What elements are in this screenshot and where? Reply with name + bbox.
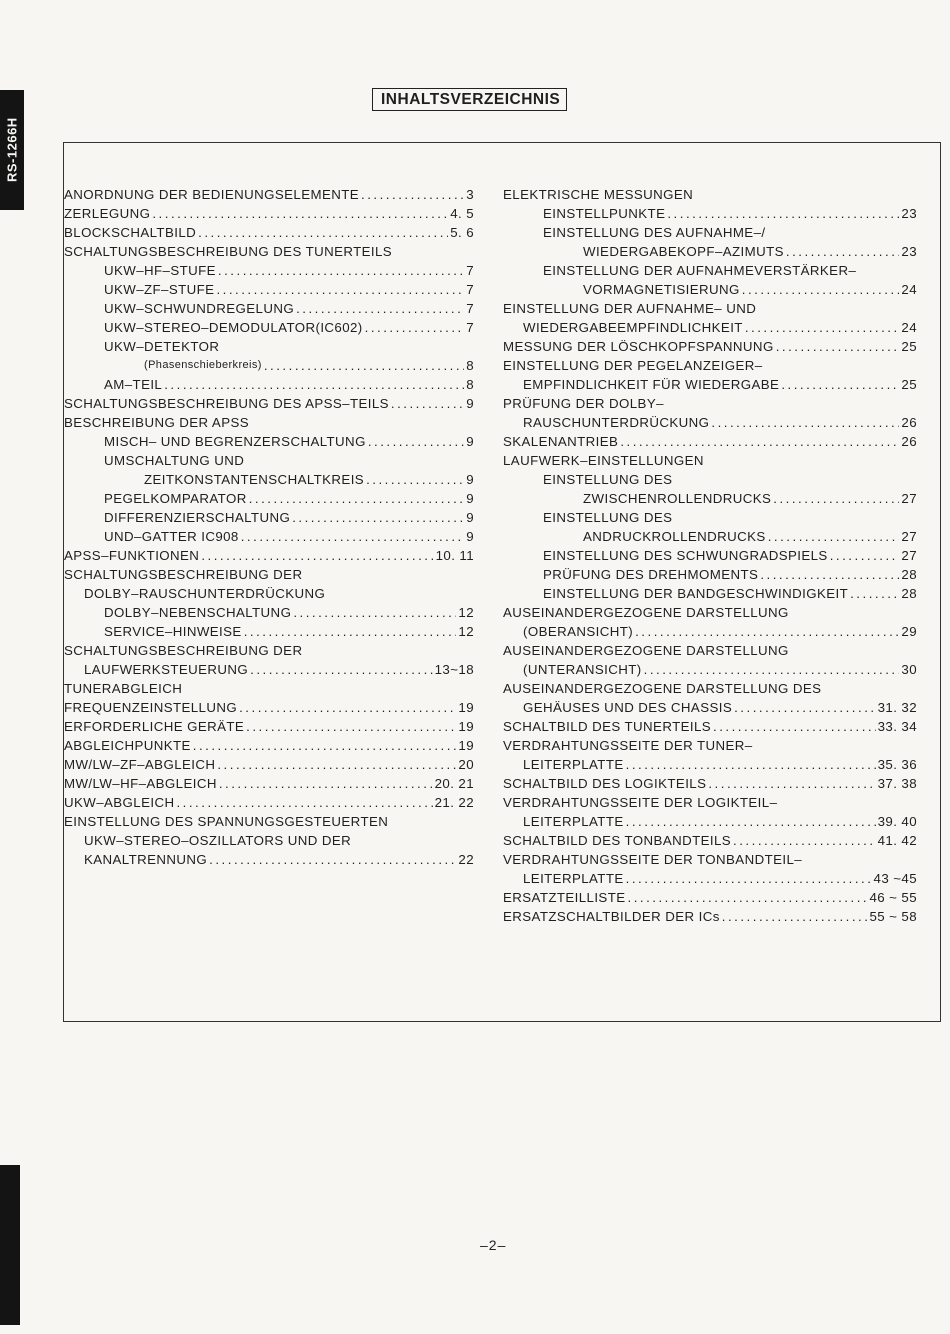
dot-leader: [214, 280, 464, 299]
dot-leader: [262, 356, 464, 375]
toc-entry-page: 8: [466, 358, 474, 373]
dot-leader: [784, 242, 900, 261]
toc-entry-page: 7: [466, 301, 474, 316]
toc-entry-title: SERVICE–HINWEISE: [104, 624, 242, 639]
dot-leader: [207, 850, 456, 869]
toc-entry-title: SCHALTUNGSBESCHREIBUNG DER: [64, 643, 303, 658]
toc-entry-page: 10. 11: [435, 548, 474, 563]
toc-entry-page: 7: [466, 282, 474, 297]
toc-entry: [503, 907, 917, 926]
dot-leader: [624, 869, 872, 888]
toc-entry: [503, 375, 917, 394]
dot-leader: [389, 394, 464, 413]
toc-entry-title: APSS–FUNKTIONEN: [64, 548, 200, 563]
toc-entry-title: ERSATZSCHALTBILDER DER ICs: [503, 909, 720, 924]
toc-entry: [503, 223, 917, 242]
toc-entry-title: UKW–HF–STUFE: [104, 263, 216, 278]
dot-leader: [758, 565, 899, 584]
toc-entry-page: 24: [901, 282, 917, 297]
toc-entry-page: 9: [466, 396, 474, 411]
toc-entry-page: 27: [901, 548, 917, 563]
toc-entry-title: EINSTELLUNG DER BANDGESCHWINDIGKEIT: [543, 586, 849, 601]
toc-entry: [64, 223, 474, 242]
toc-entry-page: 26: [901, 415, 917, 430]
header: [372, 88, 567, 111]
toc-entry: [503, 584, 917, 603]
toc-entry: [64, 261, 474, 280]
toc-entry: [64, 565, 474, 584]
dot-leader: [359, 185, 464, 204]
dot-leader: [711, 717, 876, 736]
toc-entry-title: BLOCKSCHALTBILD: [64, 225, 197, 240]
toc-entry-title: AUSEINANDERGEZOGENE DARSTELLUNG DES: [503, 681, 822, 696]
toc-entry: [64, 470, 474, 489]
toc-entry-page: 30: [901, 662, 917, 677]
toc-entry: [64, 546, 474, 565]
toc-entry: [64, 337, 474, 356]
page-number: –2–: [480, 1237, 507, 1253]
toc-entry: [64, 318, 474, 337]
toc-entry: [503, 717, 917, 736]
toc-entry-title: GEHÄUSES UND DES CHASSIS: [523, 700, 733, 715]
toc-entry-page: 55 ~ 58: [869, 909, 917, 924]
dot-leader: [624, 755, 876, 774]
toc-entry-title: ZEITKONSTANTENSCHALTKREIS: [144, 472, 365, 487]
toc-entry-title: BESCHREIBUNG DER APSS: [64, 415, 249, 430]
toc-entry: [503, 565, 917, 584]
toc-entry-title: (Phasenschieberkreis): [144, 359, 262, 371]
dot-leader: [731, 831, 876, 850]
toc-entry: [503, 318, 917, 337]
toc-entry-page: 33. 34: [877, 719, 917, 734]
toc-entry: [64, 280, 474, 299]
toc-entry-title: EINSTELLUNG DES SCHWUNGRADSPIELS: [543, 548, 828, 563]
toc-entry: [64, 584, 474, 603]
toc-entry-page: 20: [458, 757, 474, 772]
toc-entry-page: 4. 5: [450, 206, 474, 221]
dot-leader: [239, 527, 464, 546]
toc-entry: [64, 679, 474, 698]
toc-entry-page: 9: [466, 491, 474, 506]
toc-entry: [64, 831, 474, 850]
dot-leader: [162, 375, 464, 394]
toc-entry: [503, 242, 917, 261]
toc-entry-page: 8: [466, 377, 474, 392]
binding-mark: [0, 1165, 20, 1325]
toc-entry-title: UKW–DETEKTOR: [104, 339, 220, 354]
toc-entry-page: 5. 6: [450, 225, 474, 240]
toc-entry-page: 28: [901, 586, 917, 601]
toc-entry: [503, 527, 917, 546]
dot-leader: [217, 774, 433, 793]
toc-right-column: [503, 185, 917, 926]
toc-entry: [503, 641, 917, 660]
toc-entry-title: EINSTELLUNG DES AUFNAHME–/: [543, 225, 766, 240]
toc-entry: [503, 489, 917, 508]
toc-entry-title: MESSUNG DER LÖSCHKOPFSPANNUNG: [503, 339, 774, 354]
toc-entry: [64, 204, 474, 223]
dot-leader: [294, 299, 464, 318]
toc-entry: [64, 717, 474, 736]
toc-entry: [64, 432, 474, 451]
toc-entry-title: VERDRAHTUNGSSEITE DER TUNER–: [503, 738, 753, 753]
dot-leader: [247, 489, 465, 508]
toc-entry-page: 31. 32: [877, 700, 917, 715]
toc-entry-title: SCHALTUNGSBESCHREIBUNG DES TUNERTEILS: [64, 244, 393, 259]
toc-entry-title: UKW–STEREO–OSZILLATORS UND DER: [84, 833, 352, 848]
toc-entry: [64, 451, 474, 470]
toc-entry-page: 29: [901, 624, 917, 639]
toc-entry-page: 26: [901, 434, 917, 449]
toc-entry: [64, 850, 474, 869]
toc-entry: [503, 299, 917, 318]
dot-leader: [291, 603, 456, 622]
toc-entry-page: 27: [901, 491, 917, 506]
dot-leader: [771, 489, 899, 508]
toc-entry: [64, 812, 474, 831]
dot-leader: [740, 280, 900, 299]
toc-entry: [503, 622, 917, 641]
dot-leader: [633, 622, 899, 641]
toc-entry-title: PRÜFUNG DER DOLBY–: [503, 396, 664, 411]
toc-entry-page: 7: [466, 263, 474, 278]
toc-entry-title: PEGELKOMPARATOR: [104, 491, 247, 506]
dot-leader: [363, 318, 465, 337]
toc-entry: [64, 622, 474, 641]
toc-entry: [64, 375, 474, 394]
toc-entry: [64, 755, 474, 774]
toc-entry-title: LAUFWERK–EINSTELLUNGEN: [503, 453, 704, 468]
toc-entry-title: EMPFINDLICHKEIT FÜR WIEDERGABE: [523, 377, 780, 392]
toc-entry-page: 7: [466, 320, 474, 335]
toc-entry-title: LAUFWERKSTEUERUNG: [84, 662, 249, 677]
toc-entry: [64, 698, 474, 717]
toc-entry: [503, 812, 917, 831]
dot-leader: [743, 318, 900, 337]
toc-entry-page: 3: [466, 187, 474, 202]
toc-entry-page: 9: [466, 529, 474, 544]
toc-entry-page: 28: [901, 567, 917, 582]
toc-entry: [503, 831, 917, 850]
toc-entry: [503, 888, 917, 907]
toc-entry-title: DOLBY–RAUSCHUNTERDRÜCKUNG: [84, 586, 326, 601]
toc-entry-title: SKALENANTRIEB: [503, 434, 619, 449]
toc-entry-page: 39. 40: [877, 814, 917, 829]
toc-entry: [503, 774, 917, 793]
toc-entry: [64, 185, 474, 204]
toc-entry-title: ZWISCHENROLLENDRUCKS: [583, 491, 772, 506]
dot-leader: [624, 812, 876, 831]
toc-entry-title: DOLBY–NEBENSCHALTUNG: [104, 605, 292, 620]
toc-entry: [503, 508, 917, 527]
dot-leader: [196, 223, 448, 242]
toc-entry: [503, 280, 917, 299]
dot-leader: [774, 337, 900, 356]
toc-entry-page: 12: [458, 605, 474, 620]
dot-leader: [237, 698, 456, 717]
toc-entry-title: EINSTELLUNG DES SPANNUNGSGESTEUERTEN: [64, 814, 389, 829]
toc-entry-page: 41. 42: [877, 833, 917, 848]
model-side-label: RS-1266H: [0, 90, 24, 210]
toc-entry-title: UND–GATTER IC908: [104, 529, 239, 544]
toc-entry-page: 46 ~ 55: [869, 890, 917, 905]
toc-entry-page: 9: [466, 510, 474, 525]
toc-entry-title: VERDRAHTUNGSSEITE DER TONBANDTEIL–: [503, 852, 803, 867]
toc-entry: [503, 337, 917, 356]
toc-entry-page: 27: [901, 529, 917, 544]
toc-entry-title: WIEDERGABEKOPF–AZIMUTS: [583, 244, 784, 259]
toc-entry: [503, 679, 917, 698]
toc-entry: [503, 204, 917, 223]
toc-entry-title: ANORDNUNG DER BEDIENUNGSELEMENTE: [64, 187, 360, 202]
toc-entry: [64, 793, 474, 812]
dot-leader: [216, 261, 464, 280]
toc-entry-page: 25: [901, 339, 917, 354]
toc-entry-page: 35. 36: [877, 757, 917, 772]
dot-leader: [618, 432, 899, 451]
toc-entry-title: SCHALTBILD DES TUNERTEILS: [503, 719, 712, 734]
toc-entry: [503, 470, 917, 489]
toc-entry-title: UKW–ABGLEICH: [64, 795, 175, 810]
toc-entry: [64, 736, 474, 755]
toc-entry-title: FREQUENZEINSTELLUNG: [64, 700, 238, 715]
toc-entry: [64, 660, 474, 679]
toc-entry: [64, 394, 474, 413]
toc-entry: [503, 698, 917, 717]
dot-leader: [665, 204, 899, 223]
toc-entry: [64, 641, 474, 660]
toc-entry: [64, 299, 474, 318]
toc-entry: [64, 774, 474, 793]
toc-entry-title: EINSTELLPUNKTE: [543, 206, 666, 221]
toc-entry-title: LEITERPLATTE: [523, 871, 624, 886]
toc-entry: [503, 736, 917, 755]
toc-entry-page: 19: [458, 719, 474, 734]
toc-entry: [503, 185, 917, 204]
toc-entry: [503, 432, 917, 451]
toc-entry-title: EINSTELLUNG DES: [543, 472, 673, 487]
toc-entry: [503, 546, 917, 565]
toc-entry-title: ANDRUCKROLLENDRUCKS: [583, 529, 766, 544]
toc-entry: [503, 850, 917, 869]
dot-leader: [779, 375, 899, 394]
dot-leader: [766, 527, 900, 546]
toc-entry-title: PRÜFUNG DES DREHMOMENTS: [543, 567, 759, 582]
toc-entry-title: ELEKTRISCHE MESSUNGEN: [503, 187, 694, 202]
toc-entry: [64, 356, 474, 375]
toc-entry: [503, 793, 917, 812]
toc-entry-title: ZERLEGUNG: [64, 206, 151, 221]
toc-entry-title: KANALTRENNUNG: [84, 852, 208, 867]
toc-entry-page: 43 ~45: [873, 871, 917, 886]
toc-entry-page: 21. 22: [434, 795, 474, 810]
toc-entry: [503, 755, 917, 774]
toc-entry: [64, 508, 474, 527]
toc-entry: [503, 261, 917, 280]
toc-entry: [503, 603, 917, 622]
toc-entry-title: RAUSCHUNTERDRÜCKUNG: [523, 415, 710, 430]
toc-entry-page: 22: [458, 852, 474, 867]
toc-entry-title: DIFFERENZIERSCHALTUNG: [104, 510, 291, 525]
toc-entry-title: EINSTELLUNG DER PEGELANZEIGER–: [503, 358, 763, 373]
toc-entry: [503, 356, 917, 375]
toc-entry-page: 23: [901, 244, 917, 259]
toc-entry-title: TUNERABGLEICH: [64, 681, 183, 696]
toc-entry-page: 9: [466, 434, 474, 449]
toc-entry-page: 37. 38: [877, 776, 917, 791]
toc-entry-title: EINSTELLUNG DER AUFNAHMEVERSTÄRKER–: [543, 263, 857, 278]
toc-entry: [64, 603, 474, 622]
toc-entry-page: 23: [901, 206, 917, 221]
toc-left-column: [64, 185, 474, 869]
toc-entry: [503, 660, 917, 679]
toc-entry-title: VERDRAHTUNGSSEITE DER LOGIKTEIL–: [503, 795, 778, 810]
toc-entry-title: MW/LW–ZF–ABGLEICH: [64, 757, 216, 772]
toc-entry-page: 24: [901, 320, 917, 335]
toc-entry-title: LEITERPLATTE: [523, 814, 624, 829]
toc-entry-title: AUSEINANDERGEZOGENE DARSTELLUNG: [503, 643, 789, 658]
dot-leader: [720, 907, 868, 926]
toc-entry: [503, 413, 917, 432]
dot-leader: [709, 413, 899, 432]
toc-entry-title: SCHALTUNGSBESCHREIBUNG DES APSS–TEILS: [64, 396, 389, 411]
toc-entry-title: MW/LW–HF–ABGLEICH: [64, 776, 217, 791]
toc-entry-title: WIEDERGABEEMPFINDLICHKEIT: [523, 320, 743, 335]
page-title: INHALTSVERZEICHNIS: [372, 88, 567, 111]
toc-entry-title: (OBERANSICHT): [523, 624, 634, 639]
toc-entry-title: AM–TEIL: [104, 377, 163, 392]
toc-entry-title: (UNTERANSICHT): [523, 662, 642, 677]
dot-leader: [242, 622, 457, 641]
dot-leader: [364, 470, 464, 489]
toc-entry: [64, 527, 474, 546]
dot-leader: [366, 432, 464, 451]
dot-leader: [290, 508, 464, 527]
toc-entry-title: VORMAGNETISIERUNG: [583, 282, 740, 297]
toc-entry-page: 20. 21: [434, 776, 474, 791]
toc-entry-page: 25: [901, 377, 917, 392]
dot-leader: [642, 660, 900, 679]
dot-leader: [191, 736, 457, 755]
toc-entry: [503, 394, 917, 413]
toc-entry: [64, 413, 474, 432]
toc-entry-title: SCHALTUNGSBESCHREIBUNG DER: [64, 567, 303, 582]
toc-entry-title: ABGLEICHPUNKTE: [64, 738, 191, 753]
dot-leader: [248, 660, 432, 679]
toc-entry-page: 12: [458, 624, 474, 639]
toc-entry-title: LEITERPLATTE: [523, 757, 624, 772]
toc-entry: [503, 451, 917, 470]
dot-leader: [174, 793, 432, 812]
toc-entry-title: AUSEINANDERGEZOGENE DARSTELLUNG: [503, 605, 789, 620]
toc-entry-page: 9: [466, 472, 474, 487]
toc-entry-title: EINSTELLUNG DES: [543, 510, 673, 525]
toc-entry-title: ERFORDERLICHE GERÄTE: [64, 719, 245, 734]
toc-entry-page: 13~18: [434, 662, 474, 677]
toc-entry-title: SCHALTBILD DES LOGIKTEILS: [503, 776, 707, 791]
toc-entry-title: UMSCHALTUNG UND: [104, 453, 245, 468]
toc-entry-page: 19: [458, 700, 474, 715]
dot-leader: [150, 204, 448, 223]
dot-leader: [706, 774, 875, 793]
toc-entry-title: ERSATZTEILLISTE: [503, 890, 626, 905]
toc-entry-title: UKW–STEREO–DEMODULATOR(IC602): [104, 320, 363, 335]
toc-entry: [503, 869, 917, 888]
toc-entry-title: SCHALTBILD DES TONBANDTEILS: [503, 833, 732, 848]
toc-entry-title: EINSTELLUNG DER AUFNAHME– UND: [503, 301, 757, 316]
dot-leader: [215, 755, 456, 774]
dot-leader: [848, 584, 899, 603]
toc-entry: [64, 489, 474, 508]
toc-entry-title: UKW–SCHWUNDREGELUNG: [104, 301, 295, 316]
toc-entry: [64, 242, 474, 261]
dot-leader: [828, 546, 900, 565]
dot-leader: [626, 888, 868, 907]
dot-leader: [199, 546, 433, 565]
dot-leader: [244, 717, 456, 736]
dot-leader: [732, 698, 876, 717]
toc-entry-page: 19: [458, 738, 474, 753]
toc-entry-title: MISCH– UND BEGRENZERSCHALTUNG: [104, 434, 366, 449]
toc-entry-title: UKW–ZF–STUFE: [104, 282, 215, 297]
